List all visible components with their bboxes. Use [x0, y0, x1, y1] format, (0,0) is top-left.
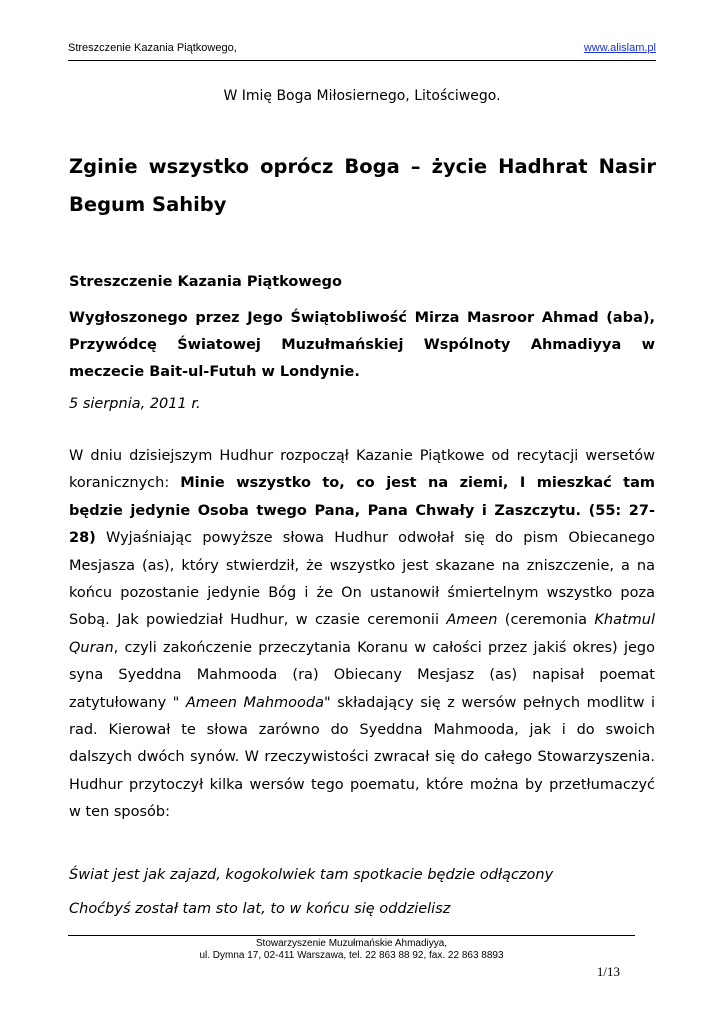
- body-line: Mesjasza (as), który stwierdził, że wszystko jest skazane na zniszczenie, a na: [69, 557, 655, 574]
- body-line: końcu pozostanie jedynie Bóg i że On ustanowił śmiertelnym wszystko poza: [69, 585, 655, 602]
- preacher-line: Wygłoszonego przez Jego Świątobliwość Mirza Masroor Ahmad (aba),: [69, 310, 655, 326]
- body-text: zatytułowany ": [69, 694, 186, 711]
- page-footer: [68, 938, 635, 962]
- subtitle: Streszczenie Kazania Piątkowego: [69, 274, 342, 290]
- body-text: koranicznych:: [69, 475, 181, 492]
- body-line: w ten sposób:: [69, 804, 171, 821]
- body-line: W dniu dzisiejszym Hudhur rozpoczął Kazanie Piątkowe od recytacji wersetów: [69, 448, 655, 464]
- italic-term: Quran: [69, 639, 114, 656]
- footer-organization: Stowarzyszenie Muzułmańskie Ahmadiyya,: [255, 938, 448, 949]
- body-line: [69, 607, 655, 634]
- body-text: , czyli zakończenie przeczytania Koranu w całości przez jakiś okres) jego: [113, 639, 655, 656]
- footer-divider: [68, 935, 635, 936]
- body-line: rad. Kierował te słowa zarówno do Syeddna Mahmooda, jak i do swoich: [69, 722, 655, 739]
- body-line: [69, 690, 655, 717]
- header-title: Streszczenie Kazania Piątkowego,: [68, 42, 237, 54]
- header-divider: [68, 60, 656, 61]
- italic-term: Khatmul: [594, 612, 655, 629]
- poem-line: Choćbyś został tam sto lat, to w końcu się oddzielisz: [69, 901, 451, 917]
- body-text: " składający się z wersów pełnych modlitw i: [324, 694, 655, 711]
- body-line: dalszych dwóch synów. W rzeczywistości zwracał się do całego Stowarzyszenia.: [69, 749, 655, 766]
- invocation: W Imię Boga Miłosiernego, Litościwego.: [223, 88, 501, 104]
- body-text: Sobą. Jak powiedział Hudhur, w czasie ceremonii: [69, 612, 447, 629]
- footer-address: ul. Dymna 17, 02-411 Warszawa, tel. 22 863 88 92, fax. 22 863 8893: [199, 950, 504, 961]
- page-number: 1/13: [596, 964, 620, 979]
- body-line: [69, 635, 655, 662]
- verse-reference: 28): [69, 530, 96, 547]
- preacher-info: [69, 305, 655, 386]
- header-website-link[interactable]: www.alislam.pl: [583, 42, 656, 54]
- page-header: [68, 42, 656, 60]
- body-text: (ceremonia: [497, 612, 595, 629]
- preacher-line: Przywódcę Światowej Muzułmańskiej Wspólnoty Ahmadiyya w: [69, 337, 655, 353]
- body-paragraph: [69, 443, 655, 827]
- italic-term: Ameen: [446, 612, 498, 629]
- page-title: Zginie wszystko oprócz Boga – życie Hadhrat Nasir Begum Sahiby: [69, 155, 656, 216]
- body-text: Wyjaśniając powyższe słowa Hudhur odwołał się do pism Obiecanego: [95, 530, 655, 547]
- poem-title: Ameen Mahmooda: [185, 694, 324, 711]
- sermon-date: 5 sierpnia, 2011 r.: [69, 396, 201, 412]
- poem-verses: [69, 858, 553, 926]
- preacher-line: meczecie Bait-ul-Futuh w Londynie.: [69, 364, 360, 380]
- body-line: Hudhur przytoczył kilka wersów tego poematu, które można by przetłumaczyć: [69, 776, 655, 793]
- quran-verse-line: będzie jedynie Osoba twego Pana, Pana Chwały i Zaszczytu. (55: 27-: [69, 502, 655, 519]
- poem-line: Świat jest jak zajazd, kogokolwiek tam spotkacie będzie odłączony: [69, 867, 554, 883]
- body-line: syna Syeddna Mahmooda (ra) Obiecany Mesjasz (as) napisał poemat: [69, 667, 655, 684]
- body-line: [69, 470, 655, 497]
- quran-verse: Minie wszystko to, co jest na ziemi, I mieszkać tam: [180, 475, 655, 492]
- body-line: [69, 525, 655, 552]
